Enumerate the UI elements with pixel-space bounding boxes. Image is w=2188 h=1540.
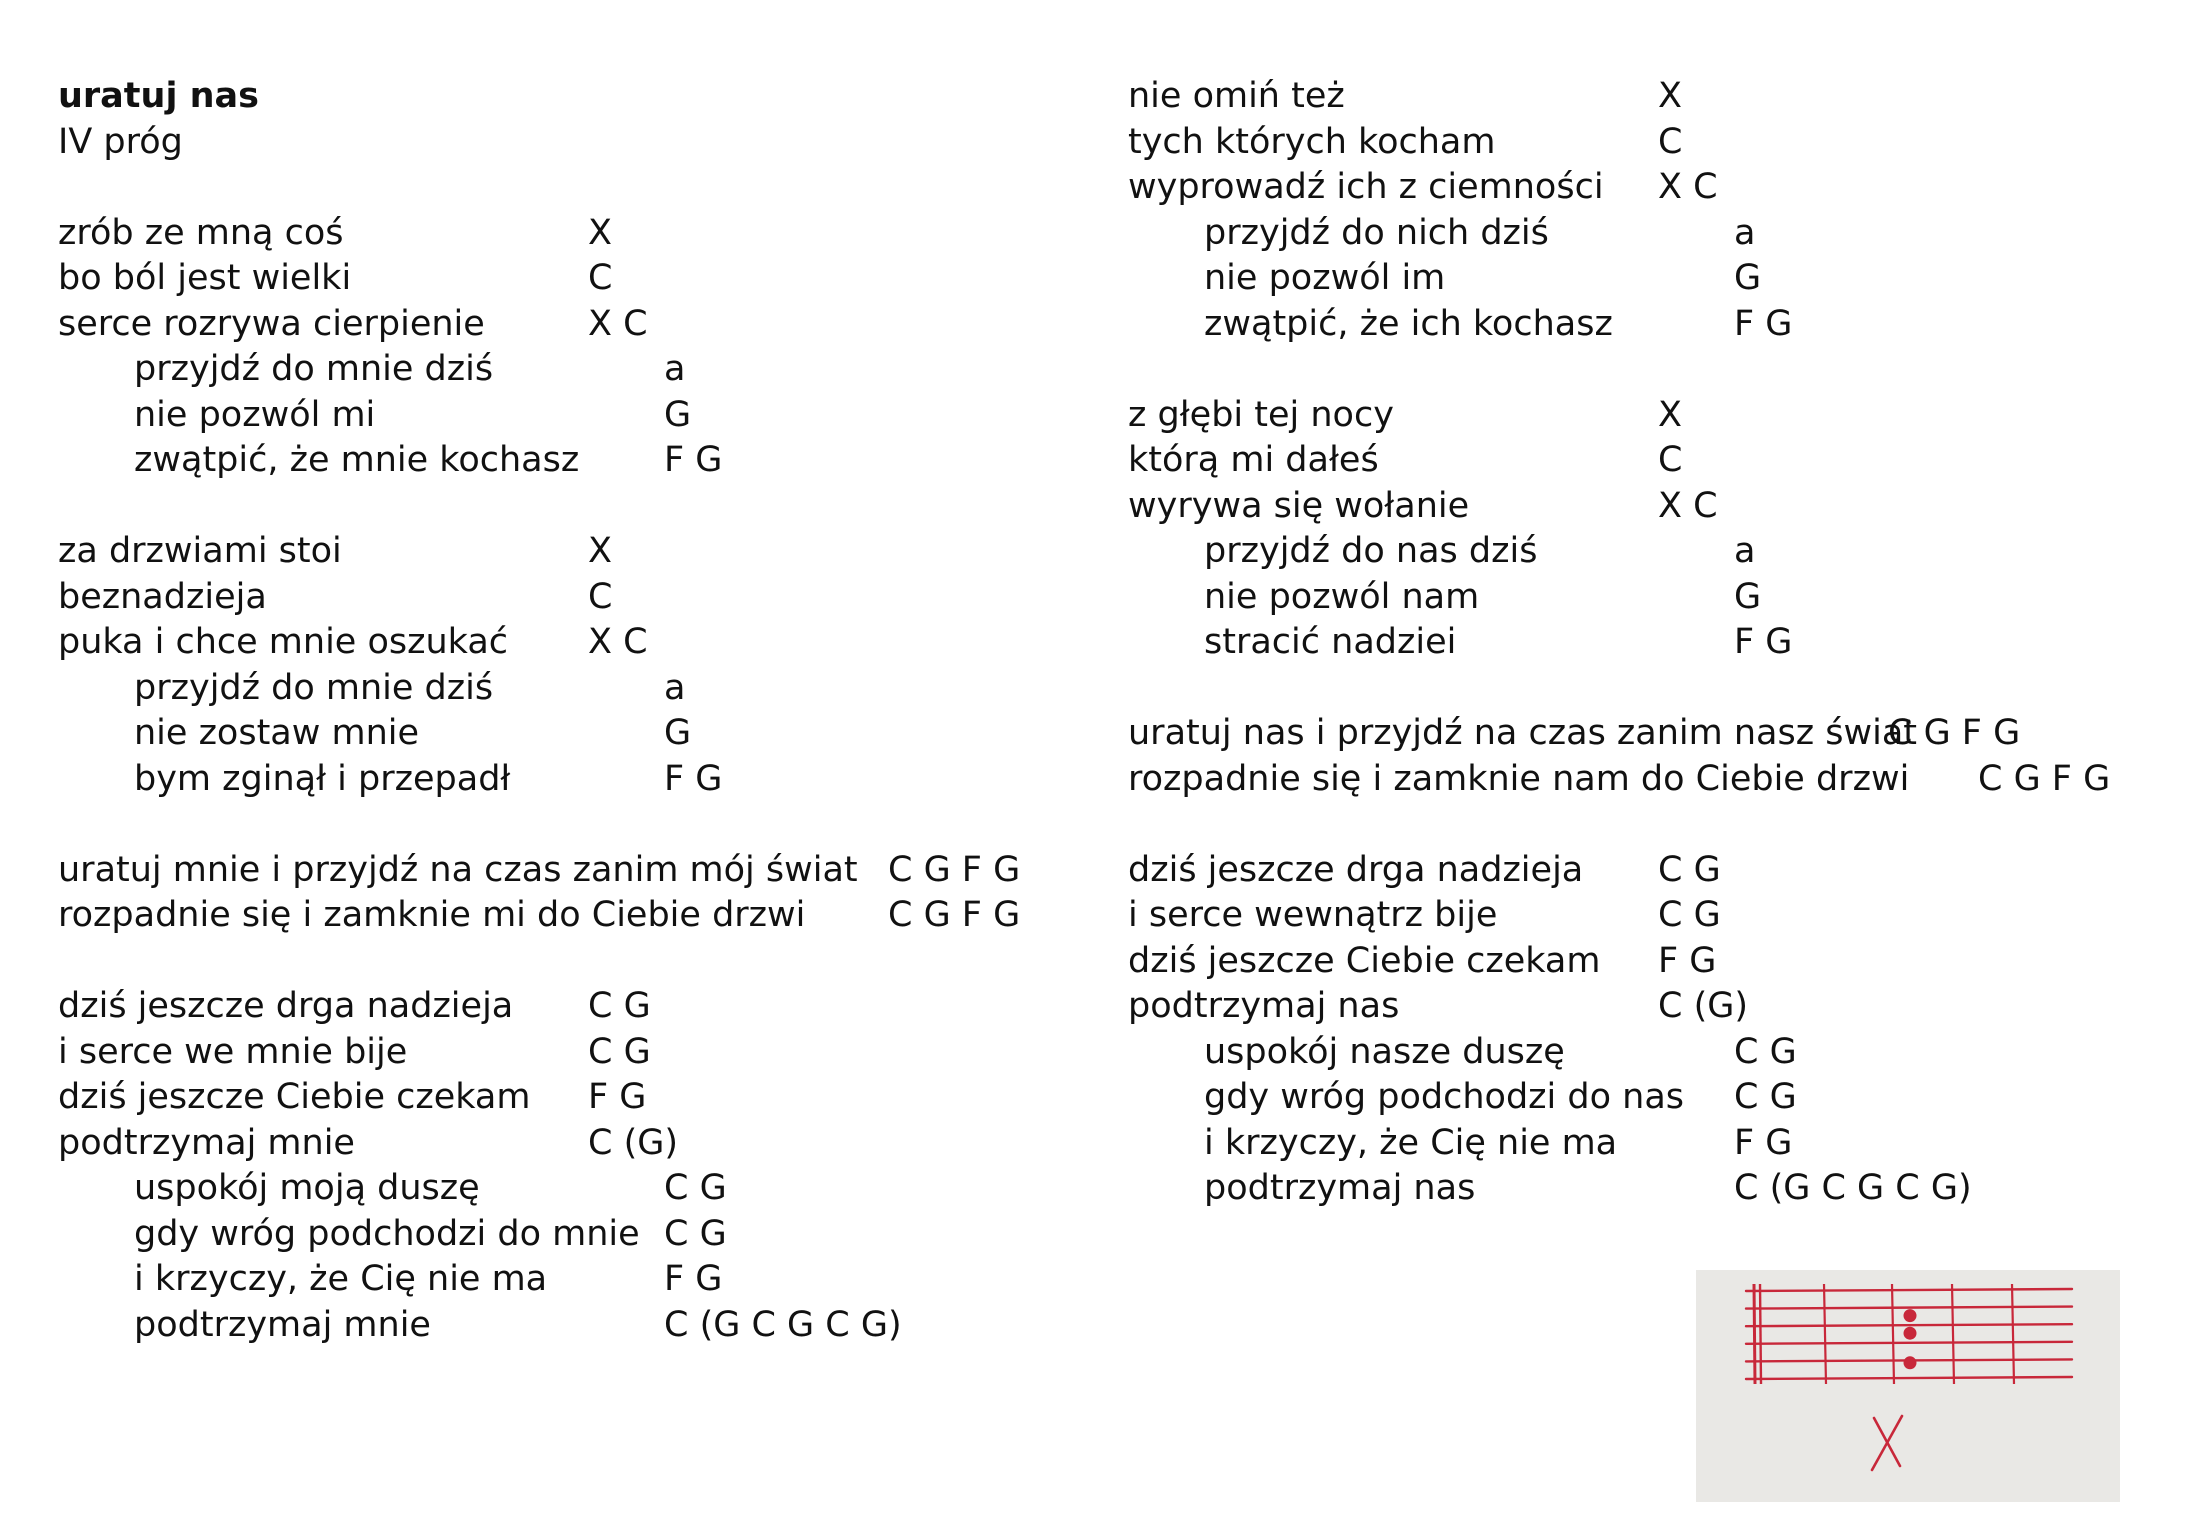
- lyric-text: serce rozrywa cierpienie: [58, 303, 485, 344]
- verse-line: [58, 1212, 1058, 1258]
- verse-line: [1128, 848, 2128, 894]
- string-line: [1746, 1377, 2072, 1379]
- verse-line: [58, 438, 1058, 484]
- verse-line: [1128, 211, 2128, 257]
- verse-line: [58, 393, 1058, 439]
- verse-line: [58, 1166, 1058, 1212]
- lyric-text: i serce wewnątrz bije: [1128, 895, 1498, 935]
- chord-symbol: C G F G: [888, 849, 1021, 890]
- chord-symbol: a: [664, 349, 686, 389]
- chord-symbol: F G: [664, 440, 723, 480]
- capo-note: IV próg: [58, 121, 183, 162]
- chord-symbol: C (G C G C G): [664, 1304, 902, 1345]
- verse-line: [58, 1121, 1058, 1167]
- verse-line: [58, 620, 1058, 666]
- lyric-text: dziś jeszcze Ciebie czekam: [1128, 940, 1601, 981]
- chord-symbol: C G F G: [1978, 758, 2111, 799]
- string-line: [1746, 1307, 2072, 1309]
- verse-line: [1128, 393, 2128, 439]
- lyric-text: dziś jeszcze Ciebie czekam: [58, 1077, 531, 1117]
- left-column: [58, 74, 1058, 1348]
- lyric-text: nie pozwól nam: [1204, 576, 1480, 617]
- lyric-text: zrób ze mną coś: [58, 212, 344, 253]
- fretboard-sketch: [1696, 1270, 2120, 1502]
- verse-line: [1128, 1166, 2128, 1212]
- verse-line: [1128, 939, 2128, 985]
- nut-line: [1754, 1284, 1755, 1384]
- lyric-text: uspokój moją duszę: [134, 1168, 480, 1208]
- chord-symbol: C G: [664, 1213, 727, 1254]
- stanza-gap: [1128, 802, 2128, 848]
- verse-line: [58, 211, 1058, 257]
- song-title: uratuj nas: [58, 76, 259, 116]
- chord-symbol: F G: [1734, 622, 1793, 662]
- lyric-text: wyprowadź ich z ciemności: [1128, 167, 1604, 207]
- verse-line: [1128, 302, 2128, 348]
- fret-line: [2012, 1284, 2014, 1384]
- lyric-text: gdy wróg podchodzi do nas: [1204, 1077, 1685, 1117]
- chord-symbol: C G: [1658, 895, 1721, 935]
- verse-line: [58, 711, 1058, 757]
- verse-line: [58, 529, 1058, 575]
- lyric-text: którą mi dałeś: [1128, 440, 1379, 480]
- verse-line: [1128, 620, 2128, 666]
- chord-symbol: X C: [588, 622, 648, 662]
- lyric-text: dziś jeszcze drga nadzieja: [58, 986, 514, 1026]
- lyric-text: i serce we mnie bije: [58, 1031, 408, 1072]
- chord-symbol: C G: [1734, 1031, 1797, 1072]
- chord-symbol: X C: [1658, 485, 1718, 526]
- lyric-text: bym zginął i przepadł: [134, 758, 511, 799]
- chord-symbol: X: [1658, 394, 1682, 435]
- lyric-text: przyjdź do mnie dziś: [134, 349, 494, 389]
- lyric-text: rozpadnie się i zamknie mi do Ciebie drzwi: [58, 895, 806, 935]
- stanza-gap: [58, 802, 1058, 848]
- verse-line: [1128, 256, 2128, 302]
- chord-symbol: C G: [588, 1031, 651, 1072]
- chord-symbol: G: [1734, 258, 1762, 298]
- lyric-text: nie pozwól mi: [134, 394, 376, 435]
- chord-symbol: C (G): [1658, 986, 1748, 1026]
- lyric-text: wyrywa się wołanie: [1128, 485, 1470, 526]
- verse-line: [1128, 757, 2128, 803]
- verse-line: [58, 1303, 1058, 1349]
- lyric-text: podtrzymaj mnie: [58, 1122, 355, 1163]
- verse-line: [1128, 74, 2128, 120]
- string-line: [1746, 1324, 2072, 1326]
- verse-line: [58, 302, 1058, 348]
- chord-diagram-photo: [1696, 1270, 2120, 1502]
- finger-dot: [1904, 1309, 1917, 1322]
- verse-line: [1128, 1121, 2128, 1167]
- verse-line: [58, 757, 1058, 803]
- stanza-gap: [58, 939, 1058, 985]
- lyric-text: zwątpić, że ich kochasz: [1204, 303, 1613, 344]
- chord-symbol: C (G C G C G): [1734, 1168, 1972, 1208]
- chord-symbol: X: [1658, 76, 1682, 116]
- chord-symbol: X C: [588, 303, 648, 344]
- chord-symbol: G: [1734, 576, 1762, 617]
- verse-line: [1128, 120, 2128, 166]
- chord-symbol: G: [664, 713, 692, 753]
- verse-line: [58, 256, 1058, 302]
- chord-symbol: C (G): [588, 1122, 678, 1163]
- lyric-text: gdy wróg podchodzi do mnie: [134, 1213, 640, 1254]
- lyric-text: uspokój nasze duszę: [1204, 1031, 1565, 1072]
- finger-dot: [1904, 1356, 1917, 1369]
- chord-symbol: F G: [664, 1259, 723, 1299]
- chord-symbol: X C: [1658, 167, 1718, 207]
- verse-line: [58, 1075, 1058, 1121]
- chord-symbol: F G: [1658, 940, 1717, 981]
- chord-symbol: X: [588, 212, 612, 253]
- chord-symbol: F G: [588, 1077, 647, 1117]
- verse-line: [58, 575, 1058, 621]
- verse-line: [1128, 984, 2128, 1030]
- lyric-text: uratuj nas i przyjdź na czas zanim nasz świat: [1128, 713, 1917, 753]
- chord-symbol: C G: [1734, 1077, 1797, 1117]
- chord-symbol: a: [1734, 212, 1756, 253]
- chord-symbol: G: [664, 394, 692, 435]
- fret-line: [1892, 1284, 1894, 1384]
- lyric-text: przyjdź do nich dziś: [1204, 212, 1549, 253]
- chord-symbol: C G: [588, 986, 651, 1026]
- fret-line: [1824, 1284, 1826, 1384]
- verse-line: [58, 1030, 1058, 1076]
- verse-line: [1128, 165, 2128, 211]
- lyric-text: podtrzymaj nas: [1128, 986, 1400, 1026]
- chord-symbol: C G: [664, 1168, 727, 1208]
- stanza-gap: [1128, 666, 2128, 712]
- chord-symbol: C G F G: [1888, 713, 2021, 753]
- chord-symbol: C: [1658, 121, 1683, 162]
- chord-symbol: a: [664, 667, 686, 708]
- chord-symbol: C: [588, 258, 613, 298]
- lyric-text: tych których kocham: [1128, 121, 1496, 162]
- stanza-gap: [58, 484, 1058, 530]
- song-title-line: [58, 74, 1058, 120]
- lyric-text: dziś jeszcze drga nadzieja: [1128, 849, 1584, 890]
- chord-symbol: C G: [1658, 849, 1721, 890]
- left-verses: [58, 211, 1058, 1349]
- lyric-text: puka i chce mnie oszukać: [58, 622, 509, 662]
- lyric-text: beznadzieja: [58, 576, 267, 617]
- chord-symbol: X: [588, 531, 612, 571]
- chord-symbol: a: [1734, 531, 1756, 571]
- lyric-text: zwątpić, że mnie kochasz: [134, 440, 580, 480]
- lyric-text: i krzyczy, że Cię nie ma: [1204, 1122, 1618, 1163]
- verse-line: [58, 893, 1058, 939]
- lyric-text: podtrzymaj mnie: [134, 1304, 431, 1345]
- verse-line: [1128, 438, 2128, 484]
- chord-symbol: C: [588, 576, 613, 617]
- right-verses: [1128, 74, 2128, 1212]
- lyric-text: nie pozwól im: [1204, 258, 1446, 298]
- fret-line: [1952, 1284, 1954, 1384]
- stanza-gap: [58, 165, 1058, 211]
- verse-line: [1128, 575, 2128, 621]
- lyric-text: z głębi tej nocy: [1128, 394, 1394, 435]
- chord-symbol: C: [1658, 440, 1683, 480]
- chord-symbol: F G: [664, 758, 723, 799]
- verse-line: [58, 1257, 1058, 1303]
- string-line: [1746, 1289, 2072, 1291]
- lyric-text: uratuj mnie i przyjdź na czas zanim mój świat: [58, 849, 858, 890]
- lyric-text: przyjdź do nas dziś: [1204, 531, 1538, 571]
- capo-line: [58, 120, 1058, 166]
- lyric-text: bo ból jest wielki: [58, 258, 352, 298]
- verse-line: [58, 984, 1058, 1030]
- stanza-gap: [1128, 347, 2128, 393]
- lyric-text: i krzyczy, że Cię nie ma: [134, 1259, 548, 1299]
- lyric-text: za drzwiami stoi: [58, 531, 342, 571]
- chord-symbol: C G F G: [888, 895, 1021, 935]
- chord-symbol: F G: [1734, 303, 1793, 344]
- string-line: [1746, 1342, 2072, 1344]
- lyric-text: nie omiń też: [1128, 76, 1345, 116]
- verse-line: [58, 848, 1058, 894]
- right-column: [1128, 74, 2128, 1212]
- verse-line: [1128, 711, 2128, 757]
- verse-line: [1128, 1075, 2128, 1121]
- nut-line: [1760, 1284, 1761, 1384]
- chord-symbol: F G: [1734, 1122, 1793, 1163]
- lyric-text: rozpadnie się i zamknie nam do Ciebie drzwi: [1128, 758, 1910, 799]
- verse-line: [58, 347, 1058, 393]
- lyric-text: przyjdź do mnie dziś: [134, 667, 494, 708]
- verse-line: [1128, 484, 2128, 530]
- finger-dot: [1904, 1327, 1917, 1340]
- verse-line: [1128, 529, 2128, 575]
- verse-line: [1128, 1030, 2128, 1076]
- lyric-text: stracić nadziei: [1204, 622, 1457, 662]
- verse-line: [58, 666, 1058, 712]
- lyric-text: nie zostaw mnie: [134, 713, 420, 753]
- lyric-text: podtrzymaj nas: [1204, 1168, 1476, 1208]
- verse-line: [1128, 893, 2128, 939]
